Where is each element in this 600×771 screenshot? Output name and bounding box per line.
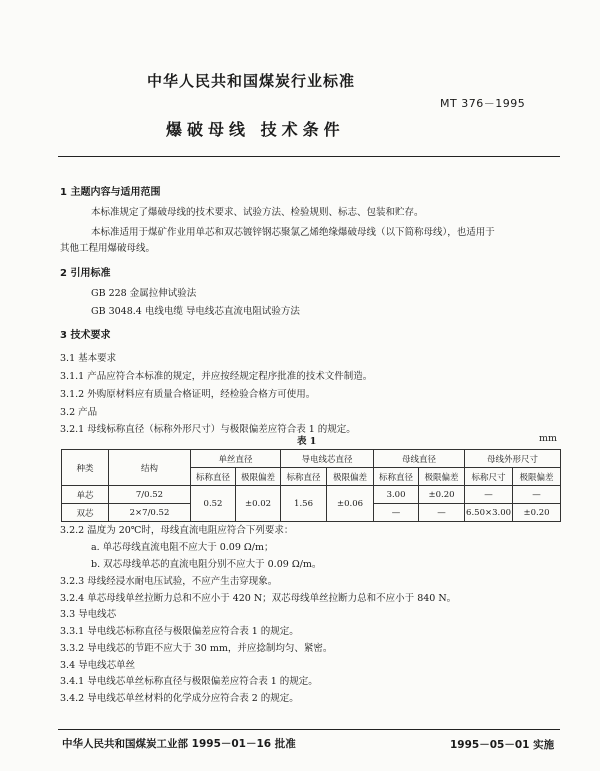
clause-3-2-4: 3.2.4 单芯母线单丝拉断力总和不应小于 420 N；双芯母线单丝拉断力总和不应小于 840 N。 xyxy=(60,593,457,604)
cell-line-tolerance: — xyxy=(419,504,465,522)
clause-3-1-1: 3.1.1 产品应符合本标准的规定，并应按经规定程序批准的技术文件制造。 xyxy=(60,371,373,382)
table-header-line-diameter: 母线直径 xyxy=(374,450,465,468)
approval-line: 中华人民共和国煤炭工业部 1995－01－16 批准 xyxy=(62,738,296,750)
document-title: 爆破母线 技术条件 xyxy=(166,120,345,139)
cell-wire-diameter: 0.52 xyxy=(191,486,236,522)
clause-3-2-2: 3.2.2 温度为 20℃时，母线直流电阻应符合下列要求： xyxy=(60,525,294,536)
cell-line-diameter: 3.00 xyxy=(374,486,419,504)
cell-line-diameter: — xyxy=(374,504,419,522)
clause-3-2: 3.2 产品 xyxy=(60,407,98,418)
header-rule xyxy=(58,156,560,157)
clause-3-2-1: 3.2.1 母线标称直径（标称外形尺寸）与极限偏差应符合表 1 的规定。 xyxy=(60,424,356,435)
table-subheader-wire-nominal: 标称直径 xyxy=(191,468,236,486)
effective-date: 1995－05－01 实施 xyxy=(450,739,555,751)
cell-shape-size: — xyxy=(465,486,513,504)
cell-shape-tolerance: — xyxy=(513,486,561,504)
clause-3-3-2: 3.3.2 导电线芯的节距不应大于 30 mm，并应捻制均匀、紧密。 xyxy=(60,643,333,654)
table-subheader-line-tolerance: 极限偏差 xyxy=(419,468,465,486)
reference-gb228: GB 228 金属拉伸试验法 xyxy=(91,288,197,299)
clause-3-2-2-a: a. 单芯母线直流电阻不应大于 0.09 Ω/m； xyxy=(91,542,274,553)
table-1 xyxy=(61,449,561,522)
reference-gb3048: GB 3048.4 电线电缆 导电线芯直流电阻试验方法 xyxy=(91,306,300,317)
table-header-core-diameter: 导电线芯直径 xyxy=(281,450,374,468)
clause-3-1: 3.1 基本要求 xyxy=(60,353,117,364)
section-3-heading: 3 技术要求 xyxy=(60,330,111,341)
clause-3-3: 3.3 导电线芯 xyxy=(60,609,117,620)
cell-core-diameter: 1.56 xyxy=(281,486,327,522)
table-1-unit: mm xyxy=(539,433,558,444)
clause-3-1-2: 3.1.2 外购原材料应有质量合格证明，经检验合格方可使用。 xyxy=(60,389,316,400)
table-header-wire-diameter: 单丝直径 xyxy=(191,450,281,468)
clause-3-3-1: 3.3.1 导电线芯标称直径与极限偏差应符合表 1 的规定。 xyxy=(60,626,299,637)
table-subheader-wire-tolerance: 极限偏差 xyxy=(236,468,281,486)
cell-type: 双芯 xyxy=(62,504,109,522)
table-1-caption: 表 1 xyxy=(297,436,317,447)
table-subheader-core-nominal: 标称直径 xyxy=(281,468,327,486)
table-header-shape-size: 母线外形尺寸 xyxy=(465,450,561,468)
cell-shape-tolerance: ±0.20 xyxy=(513,504,561,522)
cell-core-tolerance: ±0.06 xyxy=(327,486,374,522)
table-subheader-shape-tolerance: 极限偏差 xyxy=(513,468,561,486)
section-2-heading: 2 引用标准 xyxy=(60,268,111,279)
clause-3-2-2-b: b. 双芯母线单芯的直流电阻分别不应大于 0.09 Ω/m。 xyxy=(91,559,322,570)
section-1-heading: 1 主题内容与适用范围 xyxy=(60,187,161,198)
table-subheader-shape-nominal: 标称尺寸 xyxy=(465,468,513,486)
section-1-paragraph-2: 本标准适用于煤矿作业用单芯和双芯镀锌钢芯聚氯乙烯绝缘爆破母线（以下简称母线），也适用于 xyxy=(91,227,495,238)
cell-wire-tolerance: ±0.02 xyxy=(236,486,281,522)
cell-structure: 7/0.52 xyxy=(109,486,191,504)
table-row xyxy=(62,486,561,504)
footer-rule xyxy=(58,729,560,730)
cell-line-tolerance: ±0.20 xyxy=(419,486,465,504)
cell-type: 单芯 xyxy=(62,486,109,504)
cell-structure: 2×7/0.52 xyxy=(109,504,191,522)
table-subheader-line-nominal: 标称直径 xyxy=(374,468,419,486)
section-1-paragraph-1: 本标准规定了爆破母线的技术要求、试验方法、检验规则、标志、包装和贮存。 xyxy=(91,207,424,218)
clause-3-4-1: 3.4.1 导电线芯单丝标称直径与极限偏差应符合表 1 的规定。 xyxy=(60,676,318,687)
table-header-structure: 结构 xyxy=(109,450,191,486)
clause-3-4-2: 3.4.2 导电线芯单丝材料的化学成分应符合表 2 的规定。 xyxy=(60,693,299,704)
section-1-paragraph-2-cont: 其他工程用爆破母线。 xyxy=(60,243,156,254)
standard-code: MT 376－1995 xyxy=(440,97,526,110)
clause-3-4: 3.4 导电线芯单丝 xyxy=(60,660,136,671)
clause-3-2-3: 3.2.3 母线经浸水耐电压试验，不应产生击穿现象。 xyxy=(60,576,278,587)
cell-shape-size: 6.50×3.00 xyxy=(465,504,513,522)
standard-title: 中华人民共和国煤炭行业标准 xyxy=(147,72,356,90)
table-header-type: 种类 xyxy=(62,450,109,486)
table-subheader-core-tolerance: 极限偏差 xyxy=(327,468,374,486)
